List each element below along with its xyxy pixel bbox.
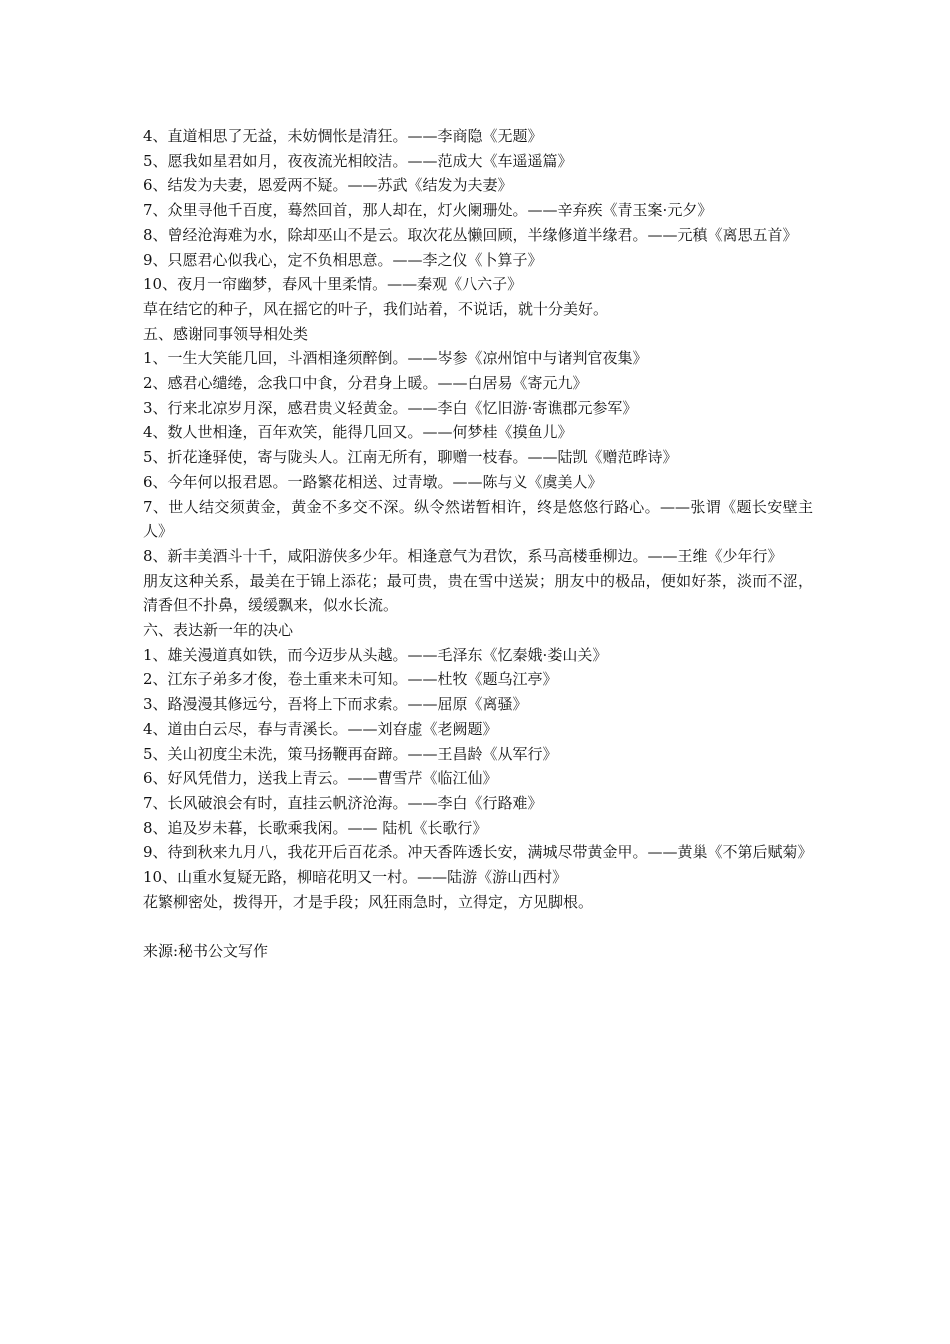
quote-line: 3、行来北凉岁月深，感君贵义轻黄金。——李白《忆旧游·寄谯郡元参军》	[143, 398, 638, 417]
document-body	[143, 124, 813, 964]
quote-line: 7、长风破浪会有时，直挂云帆济沧海。——李白《行路难》	[143, 793, 543, 812]
quote-line: 10、山重水复疑无路，柳暗花明又一村。——陆游《游山西村》	[143, 868, 568, 887]
section-heading: 六、表达新一年的决心	[143, 621, 294, 640]
quote-line: 5、折花逢驿使，寄与陇头人。江南无所有，聊赠一枝春。——陆凯《赠范晔诗》	[143, 448, 678, 467]
quote-line: 4、道由白云尽，春与青溪长。——刘昚虚《老阙题》	[143, 719, 498, 738]
quote-line: 1、雄关漫道真如铁，而今迈步从头越。——毛泽东《忆秦娥·娄山关》	[143, 645, 608, 664]
quote-line: 6、好风凭借力，送我上青云。——曹雪芹《临江仙》	[143, 769, 498, 788]
quote-line: 8、追及岁未暮，长歌乘我闲。—— 陆机《长歌行》	[143, 818, 488, 837]
summary-line: 朋友这种关系，最美在于锦上添花；最可贵，贵在雪中送炭；朋友中的极品，便如好茶，淡而不涩，清香但不扑鼻，缓缓飘来，似水长流。	[143, 571, 813, 615]
section-heading: 五、感谢同事领导相处类	[143, 324, 309, 343]
quote-line: 6、结发为夫妻，恩爱两不疑。——苏武《结发为夫妻》	[143, 176, 513, 195]
quote-line: 9、只愿君心似我心，定不负相思意。——李之仪《卜算子》	[143, 250, 543, 269]
quote-line: 5、关山初度尘未洗，策马扬鞭再奋蹄。——王昌龄《从军行》	[143, 744, 558, 763]
summary-line: 花繁柳密处，拨得开，才是手段；风狂雨急时，立得定，方见脚根。	[143, 892, 594, 911]
blank-line	[143, 915, 813, 940]
quote-line: 5、愿我如星君如月，夜夜流光相皎洁。——范成大《车遥遥篇》	[143, 151, 573, 170]
quote-line: 4、数人世相逢，百年欢笑，能得几回又。——何梦桂《摸鱼儿》	[143, 423, 573, 442]
source-line: 来源:秘书公文写作	[143, 942, 269, 961]
quote-line: 6、今年何以报君恩。一路繁花相送、过青墩。——陈与义《虞美人》	[143, 472, 603, 491]
quote-line: 10、夜月一帘幽梦，春风十里柔情。——秦观《八六子》	[143, 275, 523, 294]
quote-line: 3、路漫漫其修远兮，吾将上下而求索。——屈原《离骚》	[143, 695, 528, 714]
quote-line: 7、世人结交须黄金，黄金不多交不深。纵令然诺暂相许，终是悠悠行路心。——张谓《题长安壁主人》	[143, 497, 813, 541]
quote-line: 1、一生大笑能几回，斗酒相逢须醉倒。——岑参《凉州馆中与诸判官夜集》	[143, 349, 648, 368]
quote-line: 2、江东子弟多才俊，卷土重来未可知。——杜牧《题乌江亭》	[143, 670, 558, 689]
quote-line: 9、待到秋来九月八，我花开后百花杀。冲天香阵透长安，满城尽带黄金甲。——黄巢《不第后赋菊》	[143, 843, 813, 862]
quote-line: 7、众里寻他千百度，蓦然回首，那人却在，灯火阑珊处。——辛弃疾《青玉案·元夕》	[143, 201, 713, 220]
quote-line: 8、曾经沧海难为水，除却巫山不是云。取次花丛懒回顾，半缘修道半缘君。——元稹《离思五首》	[143, 225, 798, 244]
quote-line: 2、感君心缱绻，念我口中食，分君身上暖。——白居易《寄元九》	[143, 374, 588, 393]
quote-line: 8、新丰美酒斗十千，咸阳游侠多少年。相逢意气为君饮，系马高楼垂柳边。——王维《少年行》	[143, 546, 783, 565]
quote-line: 4、直道相思了无益，未妨惆怅是清狂。——李商隐《无题》	[143, 127, 543, 145]
summary-line: 草在结它的种子，风在摇它的叶子，我们站着，不说话，就十分美好。	[143, 299, 609, 318]
